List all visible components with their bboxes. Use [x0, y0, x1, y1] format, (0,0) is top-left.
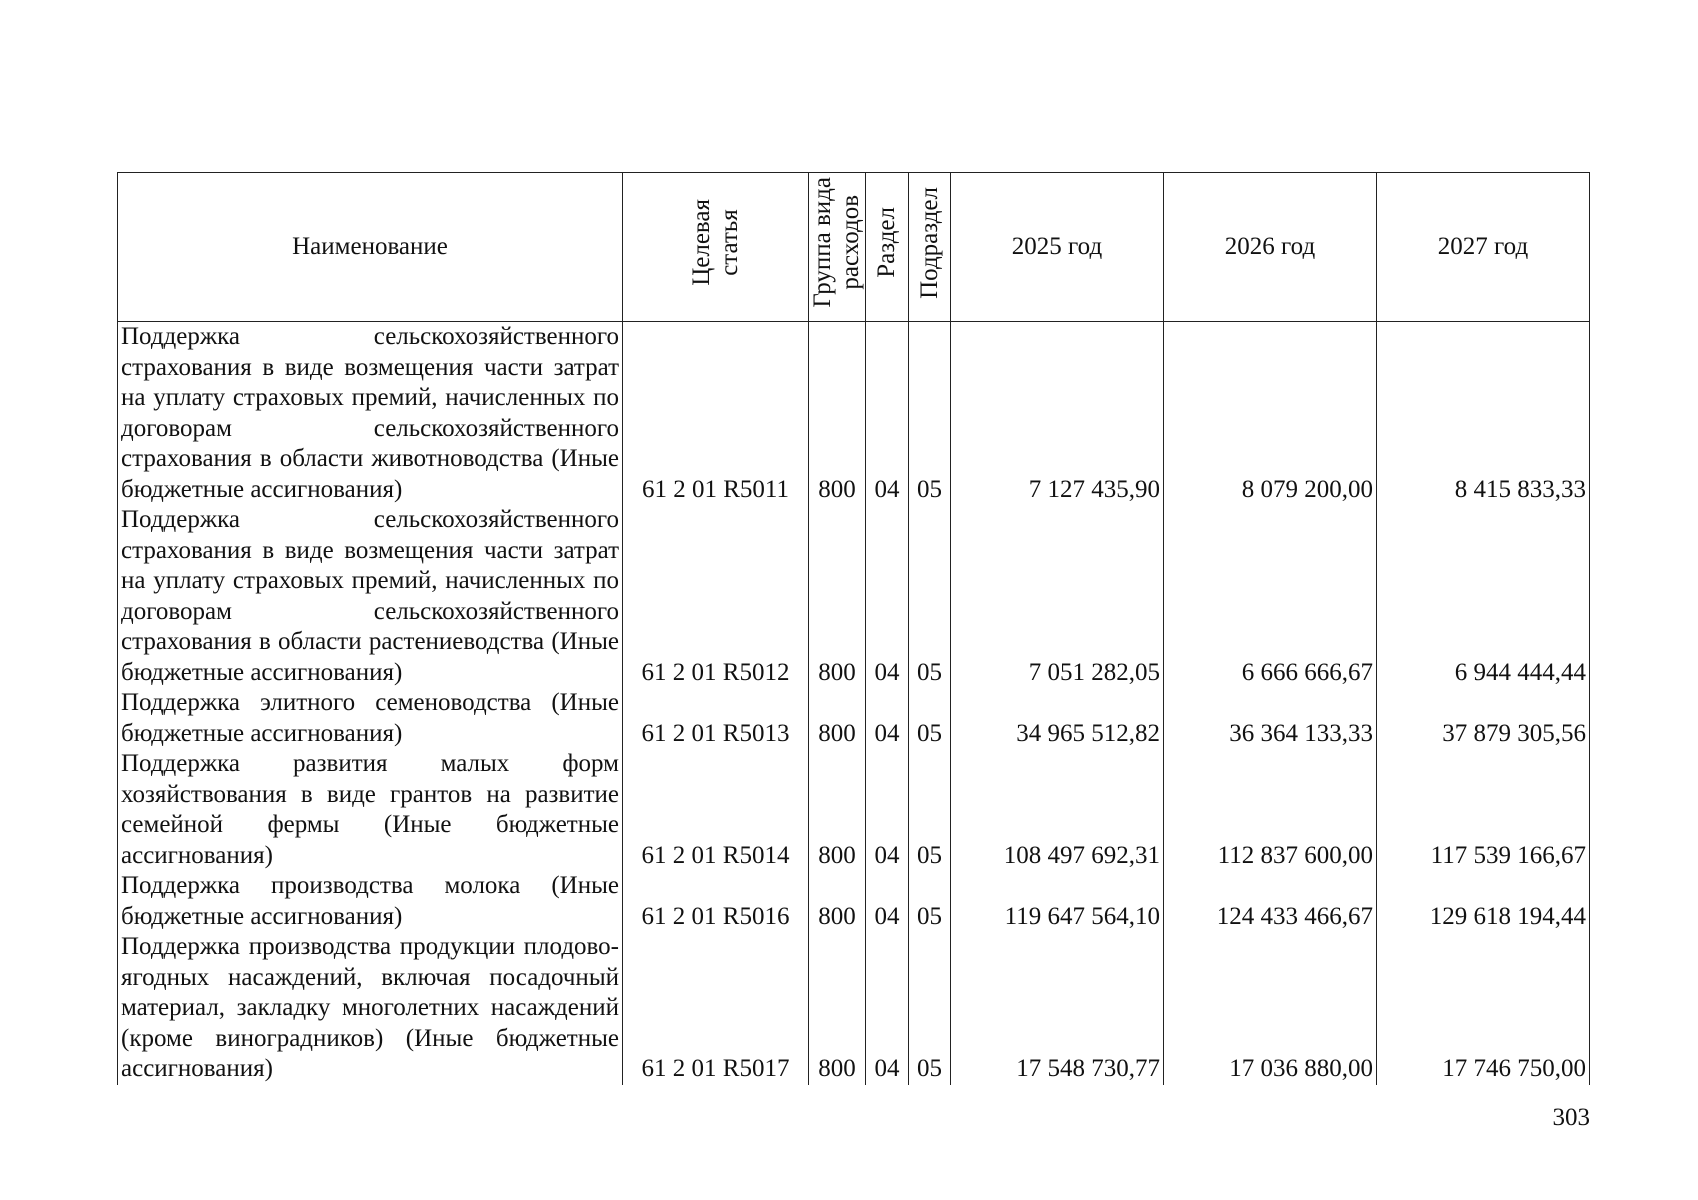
row-amount-2027: 6 944 444,44: [1377, 505, 1590, 688]
row-expense-group: 800: [809, 505, 866, 688]
row-section: 04: [866, 322, 909, 506]
table-row: [118, 505, 1590, 688]
row-target-article: 61 2 01 R5011: [623, 322, 809, 506]
page-number: 303: [1552, 1104, 1590, 1131]
row-amount-2026: 6 666 666,67: [1164, 505, 1377, 688]
row-section: 04: [866, 688, 909, 749]
row-expense-group: 800: [809, 749, 866, 871]
row-name: Поддержка развития малых форм хозяйствования в виде грантов на развитие семейной фермы (Иные бюджетные ассигнования): [118, 749, 623, 871]
row-subsection: 05: [909, 505, 951, 688]
budget-table: [117, 172, 1590, 1085]
row-section: 04: [866, 932, 909, 1085]
row-subsection: 05: [909, 688, 951, 749]
header-expense-group: [809, 173, 866, 322]
row-expense-group: 800: [809, 932, 866, 1085]
row-expense-group: 800: [809, 688, 866, 749]
row-subsection: 05: [909, 932, 951, 1085]
row-amount-2026: 8 079 200,00: [1164, 322, 1377, 506]
row-amount-2025: 119 647 564,10: [951, 871, 1164, 932]
budget-document: [117, 172, 1590, 1084]
row-target-article: 61 2 01 R5017: [623, 932, 809, 1085]
header-expense-group-line2: расходов: [837, 195, 864, 291]
row-expense-group: 800: [809, 322, 866, 506]
row-amount-2027: 17 746 750,00: [1377, 932, 1590, 1085]
row-target-article: 61 2 01 R5013: [623, 688, 809, 749]
row-subsection: 05: [909, 871, 951, 932]
row-amount-2026: 36 364 133,33: [1164, 688, 1377, 749]
row-target-article: 61 2 01 R5016: [623, 871, 809, 932]
row-amount-2027: 8 415 833,33: [1377, 322, 1590, 506]
row-amount-2025: 7 051 282,05: [951, 505, 1164, 688]
row-amount-2025: 34 965 512,82: [951, 688, 1164, 749]
table-body: [118, 322, 1590, 1085]
row-target-article: 61 2 01 R5012: [623, 505, 809, 688]
header-target-article-line2: статья: [715, 209, 743, 277]
table-row: [118, 871, 1590, 932]
header-section-label: Раздел: [873, 207, 900, 279]
row-target-article: 61 2 01 R5014: [623, 749, 809, 871]
row-expense-group: 800: [809, 871, 866, 932]
row-amount-2026: 17 036 880,00: [1164, 932, 1377, 1085]
header-target-article-line1: Целевая: [687, 199, 715, 287]
row-amount-2026: 124 433 466,67: [1164, 871, 1377, 932]
header-subsection: [909, 173, 951, 322]
row-name: Поддержка производства молока (Иные бюджетные ассигнования): [118, 871, 623, 932]
row-amount-2025: 17 548 730,77: [951, 932, 1164, 1085]
table-header: [118, 173, 1590, 322]
header-year-2025: 2025 год: [951, 173, 1164, 322]
table-row: [118, 322, 1590, 506]
row-name: Поддержка сельскохозяйственного страхования в виде возмещения части затрат на уплату страховых премий, начисленных по договорам сельскохозяйственного страхования в области животноводства (Иные бюджетные ассигнования): [118, 322, 623, 506]
header-subsection-label: Подраздел: [915, 186, 943, 299]
row-name: Поддержка производства продукции плодово-ягодных насаждений, включая посадочный материал, закладку многолетних насаждений (кроме виноградников) (Иные бюджетные ассигнования): [118, 932, 623, 1085]
header-expense-group-line1: Группа вида: [809, 177, 836, 309]
header-section: [866, 173, 909, 322]
header-year-2026: 2026 год: [1164, 173, 1377, 322]
row-amount-2027: 37 879 305,56: [1377, 688, 1590, 749]
row-subsection: 05: [909, 322, 951, 506]
row-amount-2025: 108 497 692,31: [951, 749, 1164, 871]
row-amount-2026: 112 837 600,00: [1164, 749, 1377, 871]
header-name: Наименование: [118, 173, 623, 322]
row-section: 04: [866, 871, 909, 932]
row-amount-2027: 129 618 194,44: [1377, 871, 1590, 932]
header-target-article: [623, 173, 809, 322]
table-row: [118, 749, 1590, 871]
row-amount-2027: 117 539 166,67: [1377, 749, 1590, 871]
table-row: [118, 688, 1590, 749]
row-section: 04: [866, 505, 909, 688]
table-row: [118, 932, 1590, 1085]
header-year-2027: 2027 год: [1377, 173, 1590, 322]
row-amount-2025: 7 127 435,90: [951, 322, 1164, 506]
row-name: Поддержка элитного семеноводства (Иные бюджетные ассигнования): [118, 688, 623, 749]
row-section: 04: [866, 749, 909, 871]
row-name: Поддержка сельскохозяйственного страхования в виде возмещения части затрат на уплату страховых премий, начисленных по договорам сельскохозяйственного страхования в области растениеводства (Иные бюджетные ассигнования): [118, 505, 623, 688]
row-subsection: 05: [909, 749, 951, 871]
